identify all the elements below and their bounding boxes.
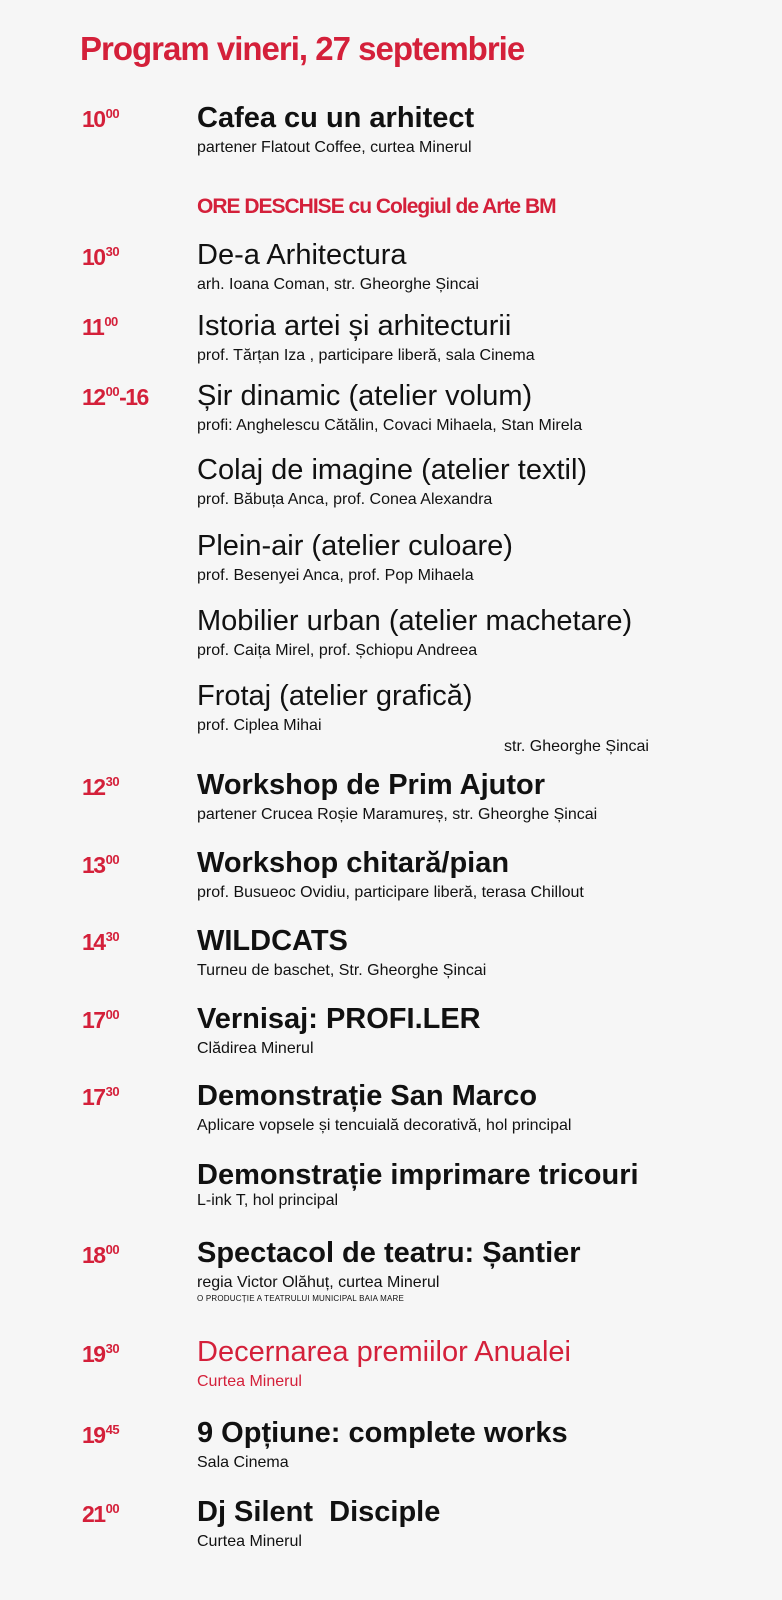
- event-item: [197, 529, 513, 587]
- event-item: [197, 679, 473, 737]
- event-item: [197, 1495, 440, 1553]
- event-time: $14^{30}$: [82, 929, 120, 955]
- event-title: Cafea cu un arhitect: [197, 102, 475, 134]
- event-time: $13^{00}$: [82, 852, 120, 878]
- event-details: prof. Besenyei Anca, prof. Pop Mihaela: [197, 567, 474, 584]
- event-details: Curtea Minerul: [197, 1373, 302, 1390]
- event-title: Dj Silent Disciple: [197, 1496, 441, 1528]
- event-item: [197, 768, 597, 826]
- event-item: [197, 1236, 581, 1304]
- event-title: Demonstrație imprimare tricouri: [197, 1159, 639, 1191]
- event-title: Colaj de imagine (atelier textil): [197, 454, 588, 486]
- event-item: [197, 1158, 639, 1212]
- section-heading: ORE DESCHISE cu Colegiul de Arte BM: [197, 195, 556, 218]
- event-title: Workshop chitară/pian: [197, 847, 510, 879]
- event-time: $11^{00}$: [82, 314, 118, 340]
- event-title: 9 Opțiune: complete works: [197, 1417, 568, 1449]
- event-details: prof. Tărțan Iza , participare liberă, sala Cinema: [197, 347, 535, 364]
- event-item: [197, 1079, 571, 1137]
- event-details: L-ink T, hol principal: [197, 1192, 339, 1209]
- event-time: $10^{30}$: [82, 244, 120, 270]
- event-time: $12^{30}$: [82, 774, 120, 800]
- event-details: arh. Ioana Coman, str. Gheorghe Șincai: [197, 276, 479, 293]
- event-title: Plein-air (atelier culoare): [197, 530, 513, 562]
- event-item: [197, 1335, 571, 1393]
- workshops-location: str. Gheorghe Șincai: [504, 738, 649, 755]
- event-title: Demonstrație San Marco: [197, 1080, 538, 1112]
- event-item: [197, 309, 535, 367]
- event-details: prof. Băbuța Anca, prof. Conea Alexandra: [197, 491, 493, 508]
- event-title: Spectacol de teatru: Șantier: [197, 1237, 581, 1269]
- event-item: [197, 846, 584, 904]
- event-title: Decernarea premiilor Anualei: [197, 1336, 571, 1368]
- event-time: $21^{00}$: [82, 1501, 120, 1527]
- event-time: $17^{30}$: [82, 1084, 120, 1110]
- event-item: [197, 604, 632, 662]
- event-title: Vernisaj: PROFI.LER: [197, 1003, 481, 1035]
- event-details: regia Victor Olăhuț, curtea Minerul: [197, 1274, 440, 1291]
- event-time: $10^{00}$: [82, 106, 120, 132]
- event-details: partener Crucea Roșie Maramureș, str. Gheorghe Șincai: [197, 806, 598, 823]
- event-details: Clădirea Minerul: [197, 1040, 314, 1057]
- event-item: [197, 101, 474, 159]
- event-title: Istoria artei și arhitecturii: [197, 310, 512, 342]
- event-details: Curtea Minerul: [197, 1533, 302, 1550]
- event-details: profi: Anghelescu Cătălin, Covaci Mihaela, Stan Mirela: [197, 417, 583, 434]
- event-item: [197, 1002, 481, 1060]
- event-details: prof. Caița Mirel, prof. Șchiopu Andreea: [197, 642, 478, 659]
- event-details: prof. Busueoc Ovidiu, participare liberă, terasa Chillout: [197, 884, 584, 901]
- event-time: $19^{30}$: [82, 1341, 120, 1367]
- event-item: [197, 1416, 568, 1474]
- event-title: Mobilier urban (atelier machetare): [197, 605, 633, 637]
- event-title: Frotaj (atelier grafică): [197, 680, 473, 712]
- event-item: [197, 453, 587, 511]
- event-time: $12^{00}-16$: [82, 384, 148, 410]
- event-title: Șir dinamic (atelier volum): [197, 380, 533, 412]
- event-title: De-a Arhitectura: [197, 239, 407, 271]
- event-details: Sala Cinema: [197, 1454, 289, 1471]
- event-time: $18^{00}$: [82, 1242, 120, 1268]
- event-title: WILDCATS: [197, 925, 348, 957]
- event-details: Turneu de baschet, Str. Gheorghe Șincai: [197, 962, 487, 979]
- event-item: [197, 238, 479, 296]
- event-details: partener Flatout Coffee, curtea Minerul: [197, 139, 472, 156]
- event-item: [197, 924, 486, 982]
- event-note: O PRODUCȚIE A TEATRULUI MUNICIPAL BAIA MARE: [197, 1294, 405, 1303]
- page-title: Program vineri, 27 septembrie: [80, 30, 525, 67]
- event-details: prof. Ciplea Mihai: [197, 717, 322, 734]
- event-title: Workshop de Prim Ajutor: [197, 769, 546, 801]
- event-time: $17^{00}$: [82, 1007, 120, 1033]
- event-time: $19^{45}$: [82, 1422, 120, 1448]
- event-details: Aplicare vopsele și tencuială decorativă, hol principal: [197, 1117, 572, 1134]
- event-item: [197, 379, 582, 437]
